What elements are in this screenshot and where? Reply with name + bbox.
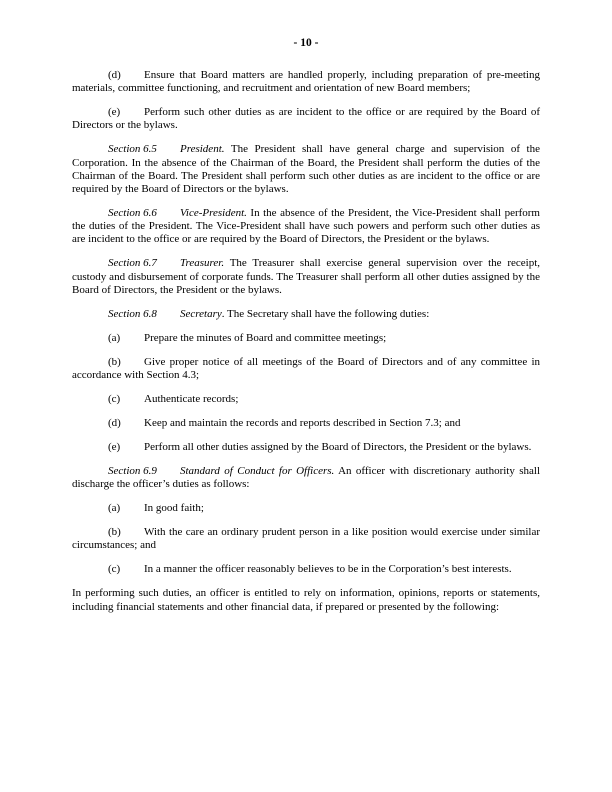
section-text: In the absence of the President, the Vice-President shall perform the duties of the President. The Vice-President shall have such powers and perform such other duties as are incident to the office or are required by the Board of Directors, the President or the bylaws. xyxy=(72,207,540,246)
list-item xyxy=(72,393,540,406)
section-text: The Treasurer shall exercise general supervision over the receipt, custody and disbursement of corporate funds. The Treasurer shall perform all other duties assigned by the Board of Directors, the President or the bylaws. xyxy=(72,257,540,296)
list-item xyxy=(72,356,540,382)
list-item-text: Perform all other duties assigned by the Board of Directors, the President or the bylaws. xyxy=(144,441,532,454)
section-heading: Secretary xyxy=(180,307,222,320)
list-marker: (c) xyxy=(108,563,121,576)
plain-paragraph xyxy=(72,587,540,613)
list-marker: (a) xyxy=(108,331,121,344)
section-heading: Standard of Conduct for Officers. xyxy=(180,465,335,478)
section-number: Section 6.5 xyxy=(108,143,157,156)
section-heading: Treasurer. xyxy=(180,257,225,270)
list-marker: (d) xyxy=(108,417,121,430)
list-marker: (a) xyxy=(108,502,121,515)
list-item xyxy=(72,526,540,552)
section-number: Section 6.8 xyxy=(108,307,157,320)
section-text: An officer with discretionary authority shall discharge the officer’s duties as follows: xyxy=(72,465,540,491)
list-item-text: Authenticate records; xyxy=(144,393,239,406)
list-marker: (c) xyxy=(108,393,121,406)
list-marker: (b) xyxy=(108,355,121,368)
list-item-text: Keep and maintain the records and reports described in Section 7.3; and xyxy=(144,417,461,430)
section-text: The President shall have general charge and supervision of the Corporation. In the absence of the Chairman of the Board, the President shall perform the duties of the Chairman of the Board. The President shall perform such other duties as are incident to the office or are required by the Board of Directors or the bylaws. xyxy=(72,143,540,196)
list-item xyxy=(72,417,540,430)
list-item xyxy=(72,441,540,454)
section-number: Section 6.7 xyxy=(108,257,157,270)
section-heading: President. xyxy=(180,143,225,156)
list-marker: (b) xyxy=(108,526,121,539)
paragraph-text: In performing such duties, an officer is entitled to rely on information, opinions, reports or statements, including financial statements and other financial data, if prepared or presented by the following: xyxy=(72,587,540,613)
section-paragraph xyxy=(72,308,540,321)
section-paragraph xyxy=(72,143,540,196)
list-marker: (e) xyxy=(108,106,121,119)
list-item-text: With the care an ordinary prudent person in a like position would exercise under similar circumstances; and xyxy=(72,526,540,552)
list-item xyxy=(72,332,540,345)
list-item-text: Perform such other duties as are incident to the office or are required by the Board of Directors or the bylaws. xyxy=(72,106,540,132)
list-item-text: In good faith; xyxy=(144,502,204,515)
section-heading: Vice-President. xyxy=(180,207,247,220)
section-number: Section 6.6 xyxy=(108,207,157,220)
section-number: Section 6.9 xyxy=(108,465,157,478)
list-item-text: Give proper notice of all meetings of the Board of Directors and of any committee in accordance with Section 4.3; xyxy=(72,355,540,382)
list-item xyxy=(72,563,540,576)
section-paragraph xyxy=(72,257,540,297)
section-paragraph xyxy=(72,207,540,247)
section-text: . The Secretary shall have the following duties: xyxy=(221,307,430,320)
list-item-text: In a manner the officer reasonably believes to be in the Corporation’s best interests. xyxy=(144,563,512,576)
list-item xyxy=(72,502,540,515)
list-item-text: Ensure that Board matters are handled properly, including preparation of pre-meeting materials, committee functioning, and recruitment and orientation of new Board members; xyxy=(72,69,540,95)
list-item xyxy=(72,106,540,132)
list-item xyxy=(72,69,540,95)
list-item-text: Prepare the minutes of Board and committee meetings; xyxy=(144,331,387,344)
list-marker: (d) xyxy=(108,69,121,81)
list-marker: (e) xyxy=(108,441,121,454)
page-number: - 10 - xyxy=(293,37,319,49)
section-paragraph xyxy=(72,465,540,491)
document-body xyxy=(72,69,540,625)
